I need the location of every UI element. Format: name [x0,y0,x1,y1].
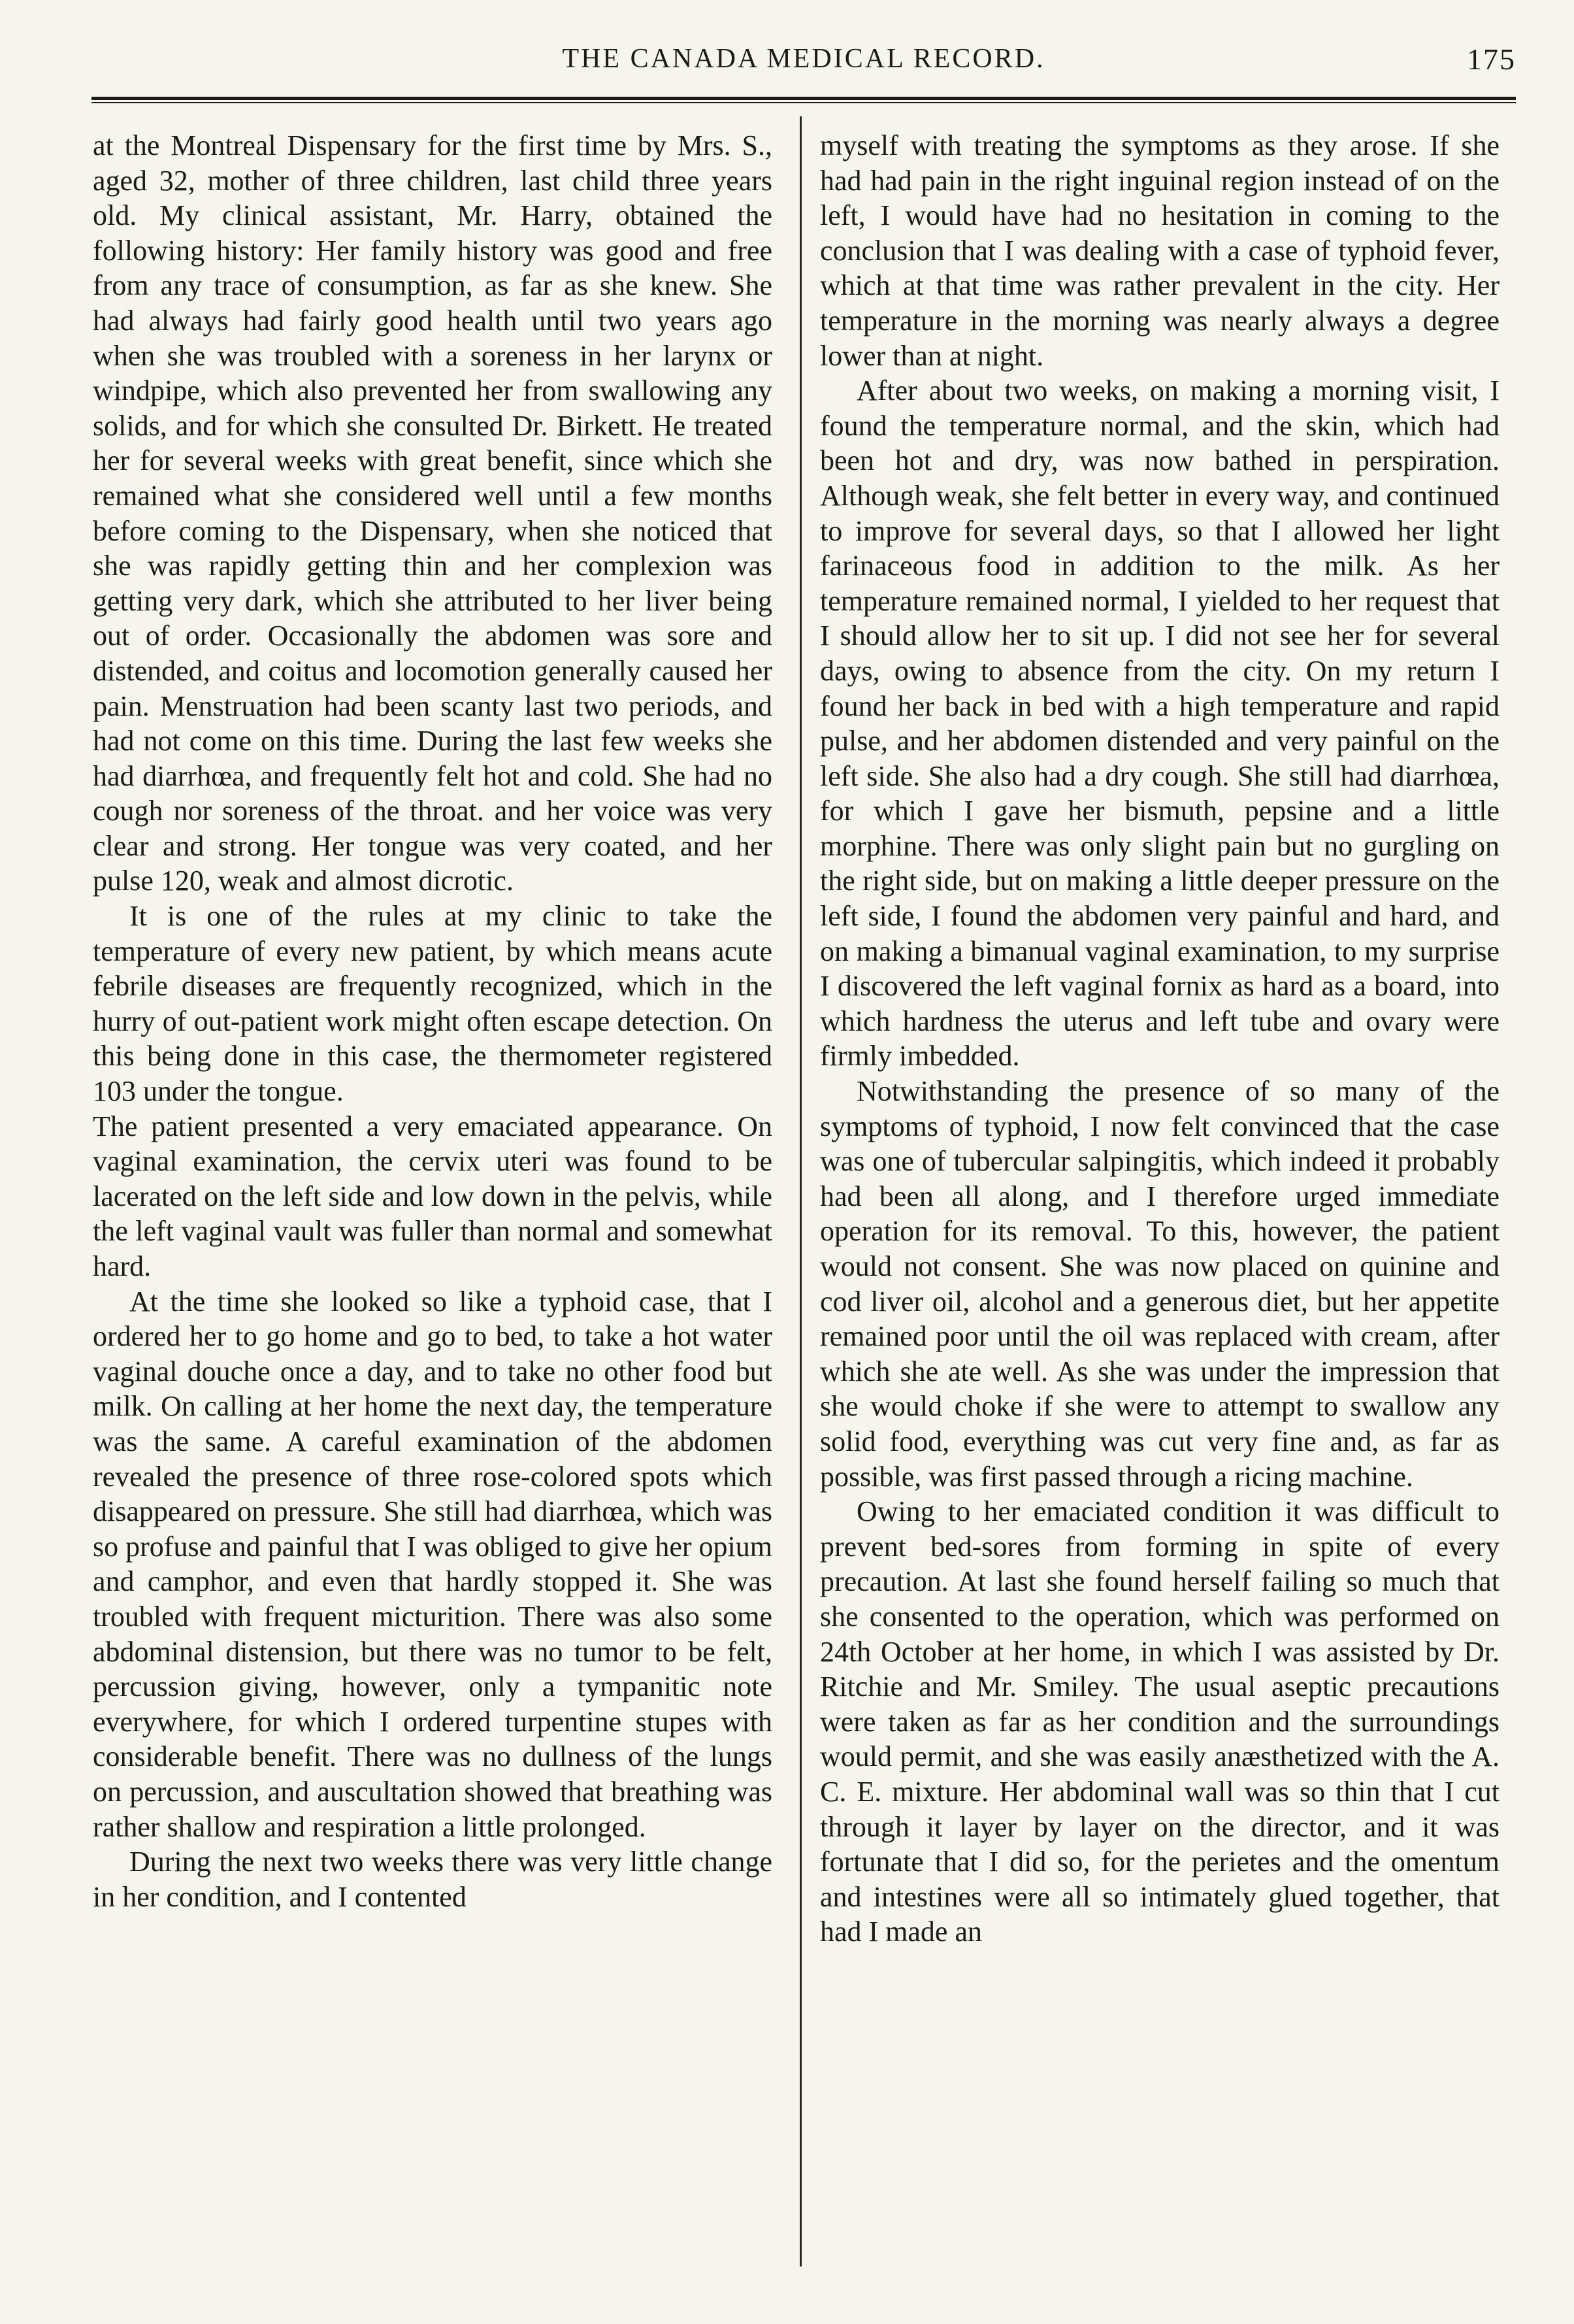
paragraph: During the next two weeks there was very little change in her condition, and I contented [93,1846,772,1913]
running-header [91,39,1516,91]
paragraph: At the time she looked so like a typhoid case, that I ordered her to go home and go to bed, to take a hot water vaginal douche once a day, and to take no other food but milk. On calling at her home the next day, the temperature was the same. A careful examination of the abdomen revealed the presence of three rose-colored spots which disappeared on pressure. She still had diarrhœa, which was so profuse and painful that I was obliged to give her opium and camphor, and even that hardly stopped it. She was troubled with frequent micturition. There was also some abdominal distension, but there was no tumor to be felt, percussion giving, however, only a tympanitic note everywhere, for which I ordered turpentine stupes with considerable benefit. There was no dullness of the lungs on percussion, and auscultation showed that breathing was rather shallow and respiration a little prolonged. [93,1285,772,1843]
header-rule [91,97,1516,103]
paragraph: After about two weeks, on making a morning visit, I found the temperature normal, and the skin, which had been hot and dry, was now bathed in perspiration. Although weak, she felt better in every way, and continued to improve for several days, so that I allowed her light farinaceous food in addition to the milk. As her temperature remained normal, I yielded to her request that I should allow her to sit up. I did not see her for several days, owing to absence from the city. On my return I found her back in bed with a high temperature and rapid pulse, and her abdomen distended and very painful on the left side. She also had a dry cough. She still had diarrhœa, for which I gave her bismuth, pepsine and a little morphine. There was only slight pain but no gurgling on the right side, but on making a little deeper pressure on the left side, I found the abdomen very painful and hard, and on making a bimanual vaginal examination, to my surprise I discovered the left vaginal fornix as hard as a board, into which hardness the uterus and left tube and ovary were firmly imbedded. [820,374,1500,1072]
paragraph: It is one of the rules at my clinic to take the temperature of every new patient, by which means acute febrile diseases are frequently recognized, which in the hurry of out-patient work might often escape detection. On this being done in this case, the thermometer registered 103 under the tongue. [93,900,772,1108]
paragraph: myself with treating the symptoms as they arose. If she had had pain in the right inguinal region instead of on the left, I would have had no hesitation in coming to the conclusion that I was dealing with a case of typhoid fever, which at that time was rather prevalent in the city. Her temperature in the morning was nearly always a degree lower than at night. [820,129,1500,372]
paragraph: Notwithstanding the presence of so many of the symptoms of typhoid, I now felt convinced that the case was one of tubercular salpingitis, which indeed it probably had been all along, and I therefore urged immediate operation for its removal. To this, however, the patient would not consent. She was now placed on quinine and cod liver oil, alcohol and a generous diet, but her appetite remained poor until the oil was replaced with cream, after which she ate well. As she was under the impression that she would choke if she were to attempt to swallow any solid food, everything was cut very fine and, as far as possible, was first passed through a ricing machine. [820,1075,1500,1493]
right-column [820,128,1500,2272]
column-divider [800,116,802,2266]
journal-title: THE CANADA MEDICAL RECORD. [562,44,1045,74]
paragraph: at the Montreal Dispensary for the first time by Mrs. S., aged 32, mother of three children, last child three years old. My clinical assistant, Mr. Harry, obtained the following history: Her family history was good and free from any trace of consumption, as far as she knew. She had always had fairly good health until two years ago when she was troubled with a soreness in her larynx or windpipe, which also prevented her from swallowing any solids, and for which she consulted Dr. Birkett. He treated her for several weeks with great benefit, since which she remained what she considered well until a few months before coming to the Dispensary, when she noticed that she was rapidly getting thin and her complexion was getting very dark, which she attributed to her liver being out of order. Occasionally the abdomen was sore and distended, and coitus and locomotion generally caused her pain. Menstruation had been scanty last two periods, and had not come on this time. During the last few weeks she had diarrhœa, and frequently felt hot and cold. She had no cough nor soreness of the throat. and her voice was very clear and strong. Her tongue was very coated, and her pulse 120, weak and almost dicrotic. [93,129,772,897]
paragraph: The patient presented a very emaciated appearance. On vaginal examination, the cervix uteri was found to be lacerated on the left side and low down in the pelvis, while the left vaginal vault was fuller than normal and somewhat hard. [93,1110,772,1282]
page-number: 175 [1467,42,1516,76]
paragraph: Owing to her emaciated condition it was difficult to prevent bed-sores from forming in spite of every precaution. At last she found herself failing so much that she consented to the operation, which was performed on 24th October at her home, in which I was assisted by Dr. Ritchie and Mr. Smiley. The usual aseptic precautions were taken as far as her condition and the surroundings would permit, and she was easily anæsthetized with the A. C. E. mixture. Her abdominal wall was so thin that I cut through it layer by layer on the director, and it was fortunate that I did so, for the perietes and the omentum and intestines were all so intimately glued together, that had I made an [820,1495,1500,1948]
left-column [93,128,772,2272]
